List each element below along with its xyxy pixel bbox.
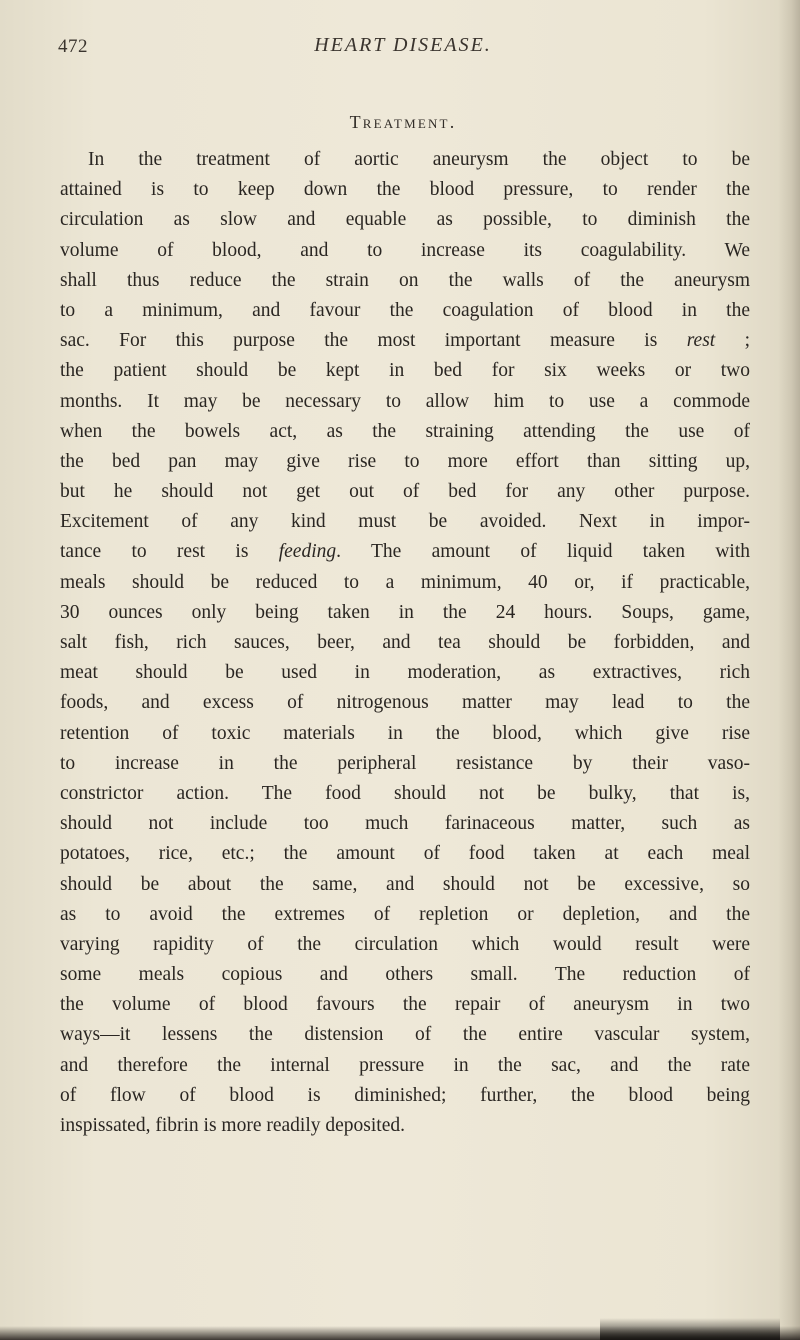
text-line [60,477,750,507]
text-line [60,175,750,205]
text-run: retention of toxic materials in the blood, which give rise [60,722,750,744]
text-run: attained is to keep down the blood pressure, to render the [60,179,750,201]
text-line [60,266,750,296]
running-head [58,36,748,66]
text-run: months. It may be necessary to allow him to use a commode [60,390,750,412]
text-line [60,900,750,930]
text-line [60,356,750,386]
text-line [60,598,750,628]
text-run: the bed pan may give rise to more effort than sitting up, [60,450,750,472]
text-line [60,387,750,417]
text-line [60,809,750,839]
page-bottom-shadow [600,1318,780,1340]
text-run: inspissated, fibrin is more readily deposited. [60,1115,405,1136]
text-run: sac. For this purpose the most important measure is [60,330,687,352]
text-line [60,447,750,477]
text-run: of flow of blood is diminished; further, the blood being [60,1084,750,1106]
text-run: potatoes, rice, etc.; the amount of food taken at each meal [60,843,750,865]
text-line [60,749,750,779]
section-heading: Treatment. [349,112,457,132]
text-run: meat should be used in moderation, as extractives, rich [60,662,750,684]
body-paragraph [60,145,750,1141]
text-run: varying rapidity of the circulation which would result were [60,933,750,955]
text-line [60,1020,750,1050]
text-line [60,568,750,598]
text-line [60,205,750,235]
text-run: In the treatment of aortic aneurysm the object to be [88,149,750,170]
text-run: circulation as slow and equable as possible, to diminish the [60,209,750,231]
text-run: shall thus reduce the strain on the walls of the aneurysm [60,269,750,291]
running-title: HEART DISEASE. [314,34,492,56]
text-line [60,1051,750,1081]
text-run: foods, and excess of nitrogenous matter may lead to the [60,692,750,714]
text-run: ways—it lessens the distension of the entire vascular system, [60,1024,750,1046]
text-line [60,960,750,990]
text-line [60,296,750,326]
text-run: should be about the same, and should not be excessive, so [60,873,750,895]
page-number: 472 [58,36,88,57]
text-line [60,839,750,869]
text-line [60,1081,750,1111]
text-run: the volume of blood favours the repair of aneurysm in two [60,994,750,1016]
text-line [60,658,750,688]
text-line [60,688,750,718]
italic-emphasis: feeding [278,541,337,563]
text-run: meals should be reduced to a minimum, 40 or, if practicable, [60,571,750,593]
text-run: 30 ounces only being taken in the 24 hours. Soups, game, [60,601,750,623]
text-run: ; [715,330,751,352]
text-line [60,417,750,447]
text-line [60,779,750,809]
text-run: to a minimum, and favour the coagulation of blood in the [60,299,750,321]
text-run: and therefore the internal pressure in the sac, and the rate [60,1054,750,1076]
text-line [60,719,750,749]
text-line [60,870,750,900]
text-line [60,930,750,960]
page-edge-shadow [778,0,800,1340]
text-line [60,990,750,1020]
text-run: the patient should be kept in bed for six weeks or two [60,360,750,382]
text-run: but he should not get out of bed for any other purpose. [60,481,750,503]
text-line [60,507,750,537]
text-run: Excitement of any kind must be avoided. Next in impor- [60,511,750,533]
text-line [60,537,750,567]
text-line [60,145,750,175]
text-run: should not include too much farinaceous matter, such as [60,813,750,835]
text-run: when the bowels act, as the straining attending the use of [60,420,750,442]
text-line [60,1111,750,1141]
text-run: tance to rest is [60,541,279,563]
text-line [60,628,750,658]
text-line [60,326,750,356]
text-run: . The amount of liquid taken with [336,541,750,563]
text-run: some meals copious and others small. The reduction of [60,964,750,986]
text-run: salt fish, rich sauces, beer, and tea should be forbidden, and [60,632,750,653]
text-run: to increase in the peripheral resistance by their vaso- [60,752,750,774]
italic-emphasis: rest [686,330,716,352]
text-run: constrictor action. The food should not be bulky, that is, [60,782,750,804]
text-run: volume of blood, and to increase its coagulability. We [60,239,750,261]
text-run: as to avoid the extremes of repletion or depletion, and the [60,903,750,925]
text-line [60,236,750,266]
